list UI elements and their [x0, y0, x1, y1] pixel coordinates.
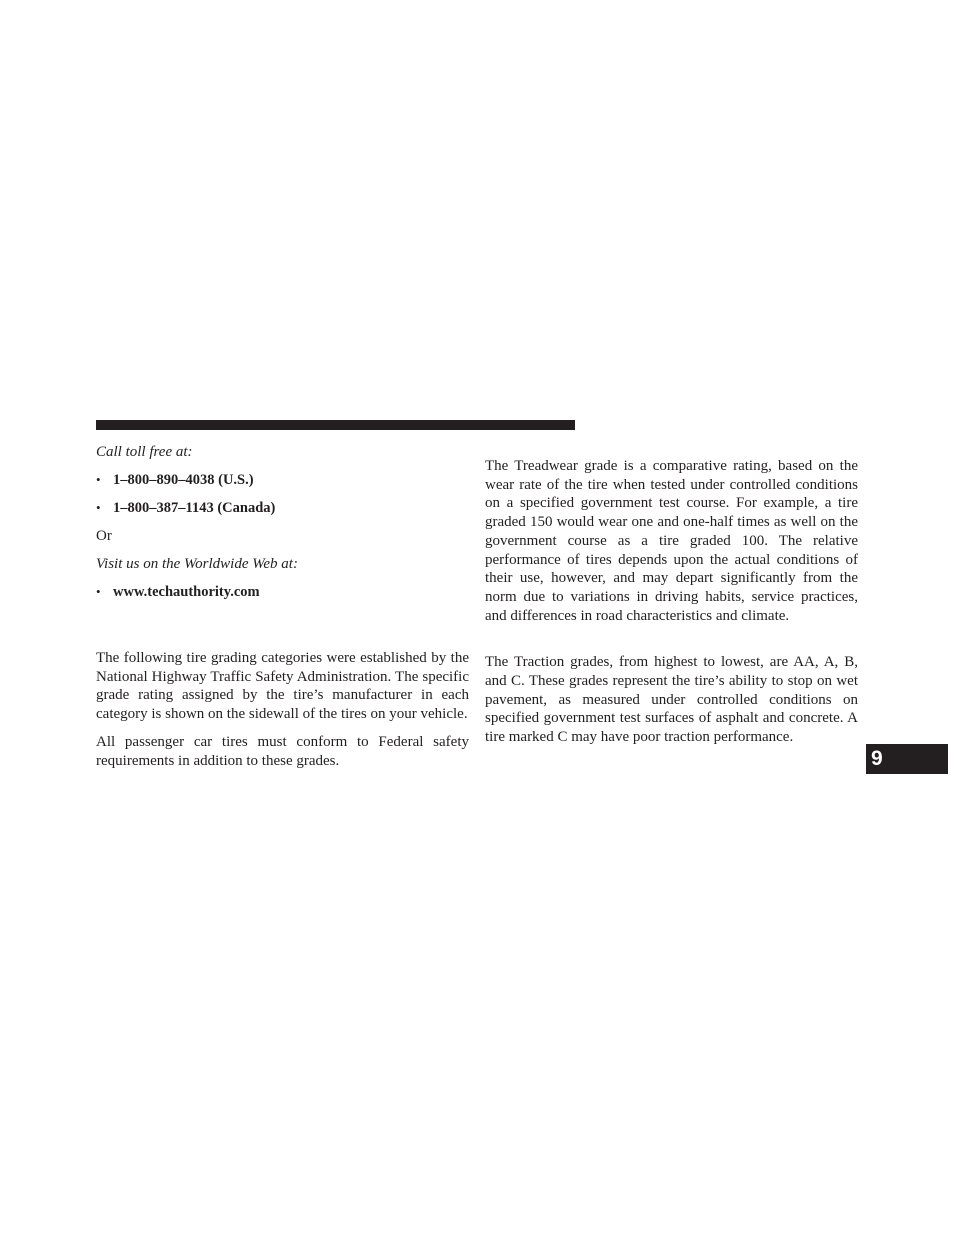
traction-paragraph: The Traction grades, from highest to lowest, are AA, A, B, and C. These grades represent the tire’s ability to stop on wet pavement, as measured under controlled conditions on specified government test surfaces of asphalt and concrete. A tire marked C may have poor traction performance.	[485, 654, 858, 746]
phone-canada-item	[96, 494, 469, 522]
grading-intro-paragraph: The following tire grading categories were established by the National Highway Traffic Safety Administration. The specific grade rating assigned by the tire’s manufacturer in each category is shown on the sidewall of the tires on your vehicle.	[96, 650, 469, 723]
treadwear-paragraph: The Treadwear grade is a comparative rating, based on the wear rate of the tire when tested under controlled conditions on a specified government test course. For example, a tire graded 150 would wear one and one-half times as well on the government course as a tire graded 100. The relative performance of tires depends upon the actual conditions of their use, however, and may depart significantly from the norm due to variations in driving habits, service practices, and differences in road characteristics and climate.	[485, 458, 858, 624]
website-item	[96, 578, 469, 606]
bullet-icon: •	[96, 584, 101, 599]
call-toll-free-label: Call toll free at:	[96, 444, 193, 460]
phone-us-item	[96, 466, 469, 494]
worldwide-web-label: Visit us on the Worldwide Web at:	[96, 556, 298, 572]
or-text: Or	[96, 528, 112, 544]
right-column	[485, 457, 858, 747]
phone-us-text: 1–800–890–4038 (U.S.)	[113, 472, 254, 488]
phone-canada-text: 1–800–387–1143 (Canada)	[113, 500, 276, 516]
section-top-rule	[96, 420, 575, 430]
bullet-icon: •	[96, 500, 101, 515]
left-column	[96, 438, 469, 770]
section-tab-marker: 9	[866, 744, 948, 774]
website-link[interactable]: www.techauthority.com	[113, 584, 260, 600]
federal-safety-paragraph: All passenger car tires must conform to Federal safety requirements in addition to these grades.	[96, 733, 469, 769]
bullet-icon: •	[96, 472, 101, 487]
